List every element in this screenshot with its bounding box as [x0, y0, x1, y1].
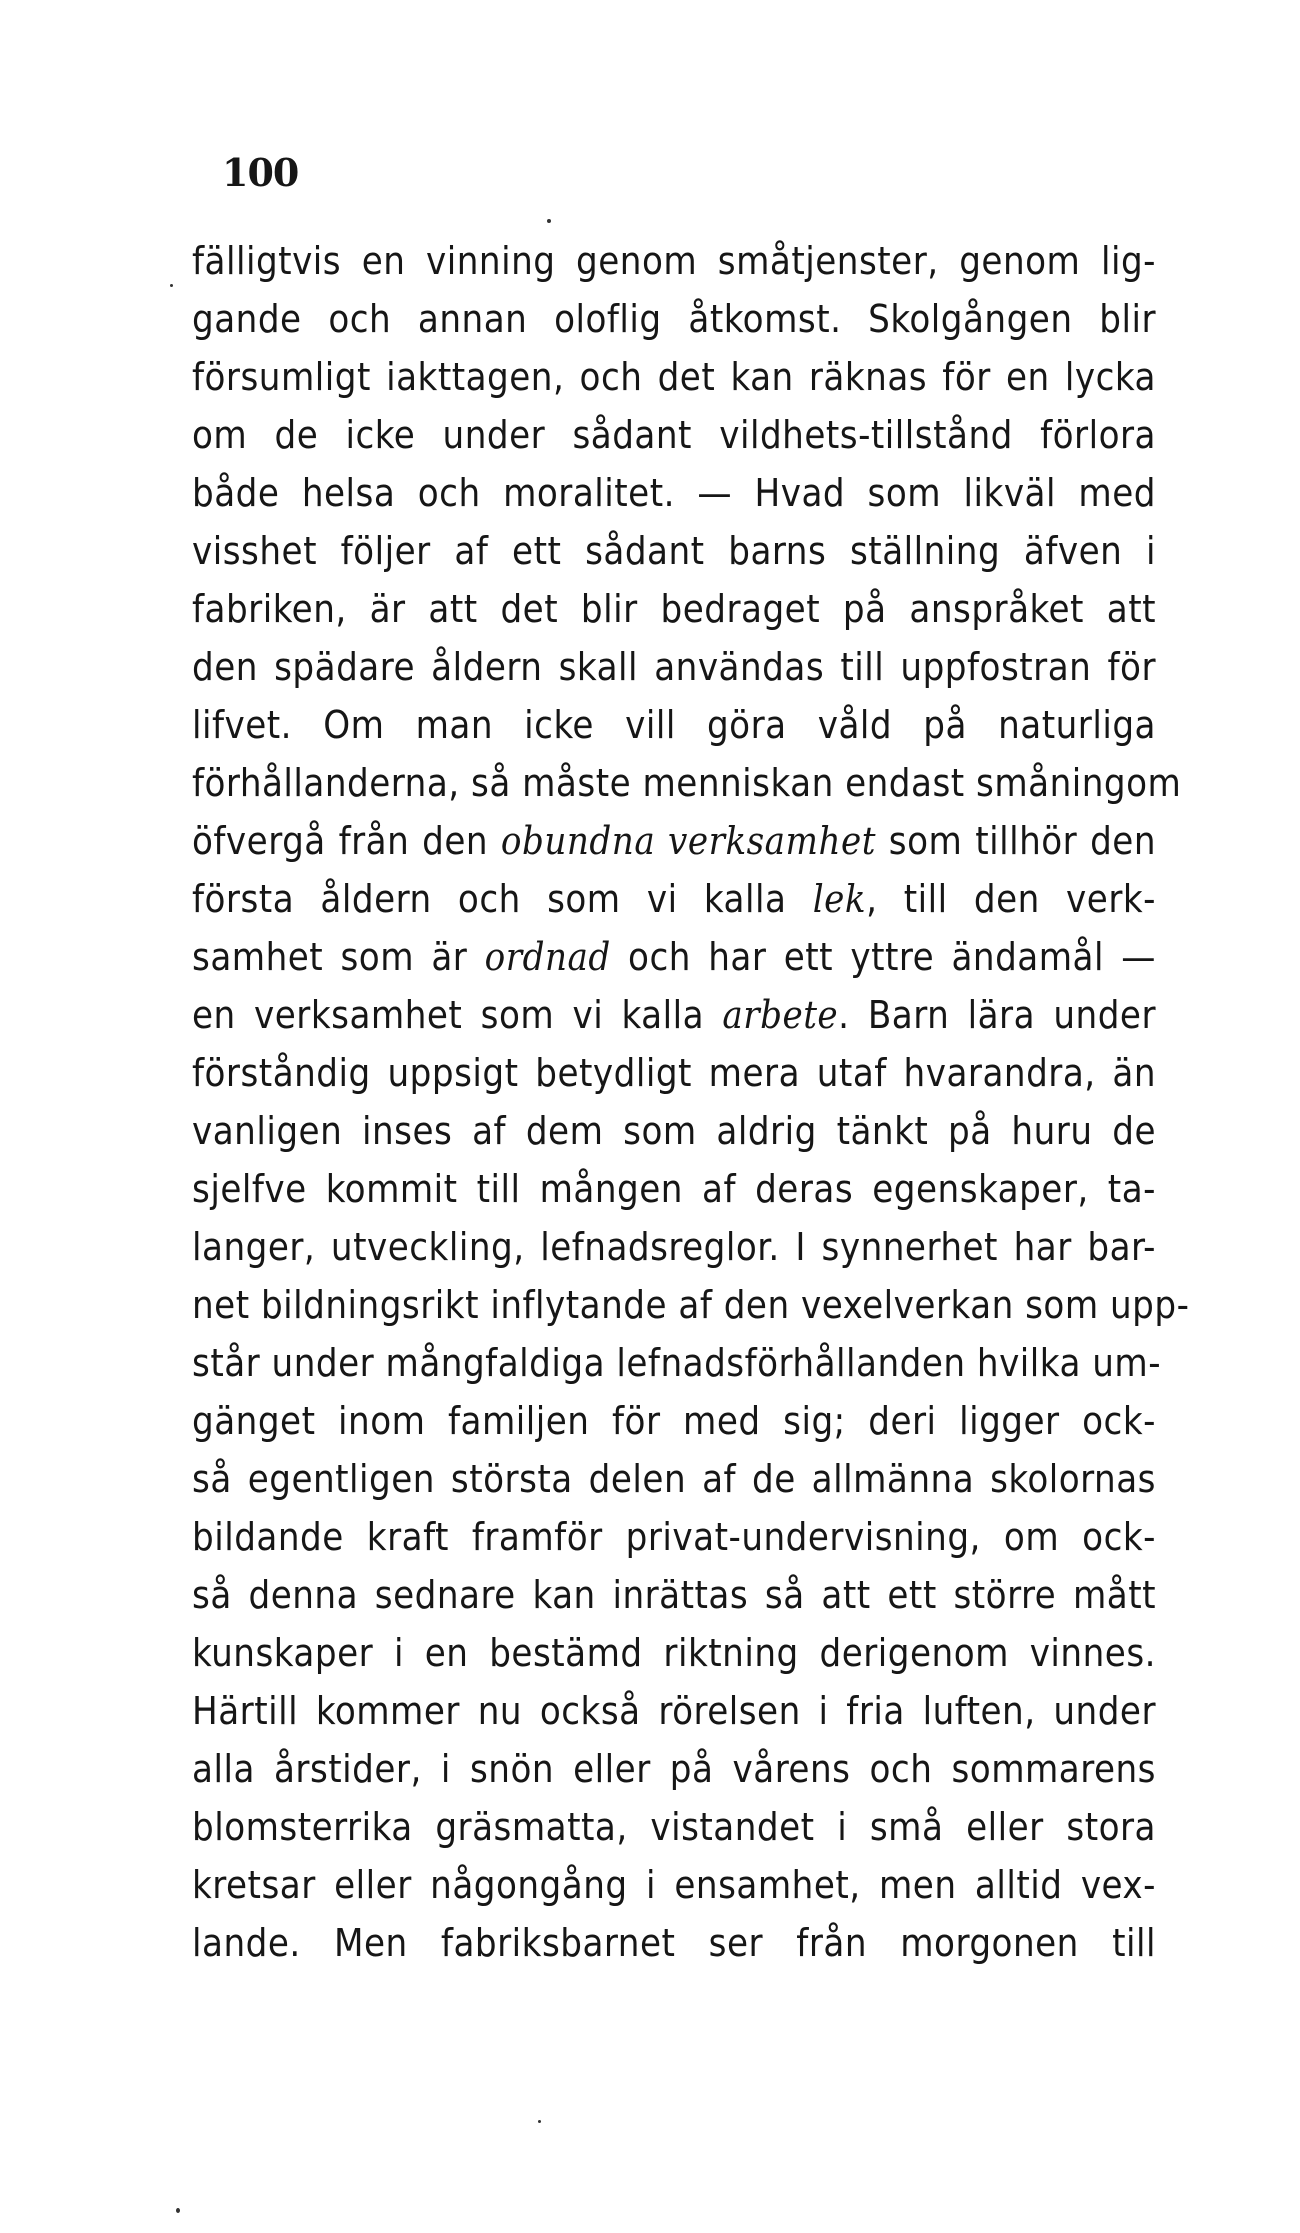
italic-phrase: lek	[812, 877, 867, 921]
text-segment: fälligtvis en vinning genom småtjenster, genom lig-	[192, 239, 1156, 283]
text-segment: om de icke under sådant vildhets-tillstånd förlora	[192, 413, 1156, 457]
italic-phrase: obundna verksamhet	[500, 819, 876, 863]
text-segment: och har ett yttre ändamål —	[610, 935, 1156, 979]
text-segment: kunskaper i en bestämd riktning derigenom vinnes.	[192, 1631, 1156, 1675]
page-number: 100	[222, 150, 299, 195]
text-line	[192, 406, 1156, 464]
text-line	[192, 522, 1156, 580]
text-line	[192, 464, 1156, 522]
text-line	[192, 1044, 1156, 1102]
text-line	[192, 232, 1156, 290]
text-line	[192, 580, 1156, 638]
print-speck	[170, 284, 173, 287]
text-segment: förhållanderna, så måste menniskan endast småningom	[192, 761, 1182, 805]
text-segment: vanligen inses af dem som aldrig tänkt på huru de	[192, 1109, 1156, 1153]
text-line	[192, 812, 1156, 870]
text-segment: första åldern och som vi kalla	[192, 877, 813, 921]
text-segment: en verksamhet som vi kalla	[192, 993, 723, 1037]
text-line	[192, 1334, 1162, 1392]
text-segment: gande och annan oloflig åtkomst. Skolgången blir	[192, 297, 1156, 341]
text-segment: sjelfve kommit till mången af deras egenskaper, ta-	[192, 1167, 1156, 1211]
text-segment: både helsa och moralitet. — Hvad som likväl med	[192, 471, 1156, 515]
text-segment: alla årstider, i snön eller på vårens och sommarens	[192, 1747, 1156, 1791]
text-segment: den spädare åldern skall användas till uppfostran för	[192, 645, 1156, 689]
text-line	[192, 1740, 1156, 1798]
text-segment: . Barn lära under	[838, 993, 1156, 1037]
text-segment: fabriken, är att det blir bedraget på anspråket att	[192, 587, 1156, 631]
text-segment: langer, utveckling, lefnadsreglor. I synnerhet har bar-	[192, 1225, 1156, 1269]
text-line	[192, 1508, 1156, 1566]
text-line	[192, 1218, 1156, 1276]
text-segment: gänget inom familjen för med sig; deri ligger ock-	[192, 1399, 1156, 1443]
text-segment: kretsar eller någongång i ensamhet, men alltid vex-	[192, 1863, 1156, 1907]
text-line	[192, 986, 1156, 1044]
text-line	[192, 1682, 1156, 1740]
text-line	[192, 696, 1156, 754]
text-line	[192, 1624, 1156, 1682]
text-segment: lande. Men fabriksbarnet ser från morgonen till	[192, 1921, 1156, 1965]
text-line	[192, 290, 1156, 348]
text-segment: så egentligen största delen af de allmänna skolornas	[192, 1457, 1156, 1501]
text-segment: står under mångfaldiga lefnadsförhållanden hvilka um-	[192, 1341, 1162, 1385]
text-segment: net bildningsrikt inflytande af den vexelverkan som upp-	[192, 1283, 1190, 1327]
text-line	[192, 1392, 1156, 1450]
text-segment: öfvergå från den	[192, 819, 501, 863]
text-line	[192, 348, 1156, 406]
text-segment: förståndig uppsigt betydligt mera utaf hvarandra, än	[192, 1051, 1156, 1095]
text-line	[192, 754, 1182, 812]
text-segment: så denna sednare kan inrättas så att ett större mått	[192, 1573, 1156, 1617]
text-segment: som tillhör den	[875, 819, 1156, 863]
text-segment: lifvet. Om man icke vill göra våld på naturliga	[192, 703, 1156, 747]
text-line	[192, 1276, 1190, 1334]
text-segment: försumligt iakttagen, och det kan räknas för en lycka	[192, 355, 1156, 399]
italic-phrase: arbete	[722, 993, 839, 1037]
print-speck	[176, 2208, 180, 2213]
text-line	[192, 1856, 1156, 1914]
text-segment: Härtill kommer nu också rörelsen i fria luften, under	[192, 1689, 1156, 1733]
text-line	[192, 1102, 1156, 1160]
text-line	[192, 638, 1156, 696]
print-speck	[538, 2120, 541, 2123]
text-segment: , till den verk-	[866, 877, 1157, 921]
text-line	[192, 1914, 1156, 1972]
text-segment: samhet som är	[192, 935, 485, 979]
body-text	[192, 232, 1190, 1972]
text-line	[192, 870, 1156, 928]
print-speck	[547, 219, 551, 223]
text-segment: visshet följer af ett sådant barns ställning äfven i	[192, 529, 1156, 573]
text-segment: blomsterrika gräsmatta, vistandet i små eller stora	[192, 1805, 1156, 1849]
text-line	[192, 928, 1156, 986]
text-line	[192, 1566, 1156, 1624]
text-segment: bildande kraft framför privat-undervisning, om ock-	[192, 1515, 1156, 1559]
italic-phrase: ordnad	[484, 935, 611, 979]
text-line	[192, 1798, 1156, 1856]
text-line	[192, 1450, 1156, 1508]
text-line	[192, 1160, 1156, 1218]
